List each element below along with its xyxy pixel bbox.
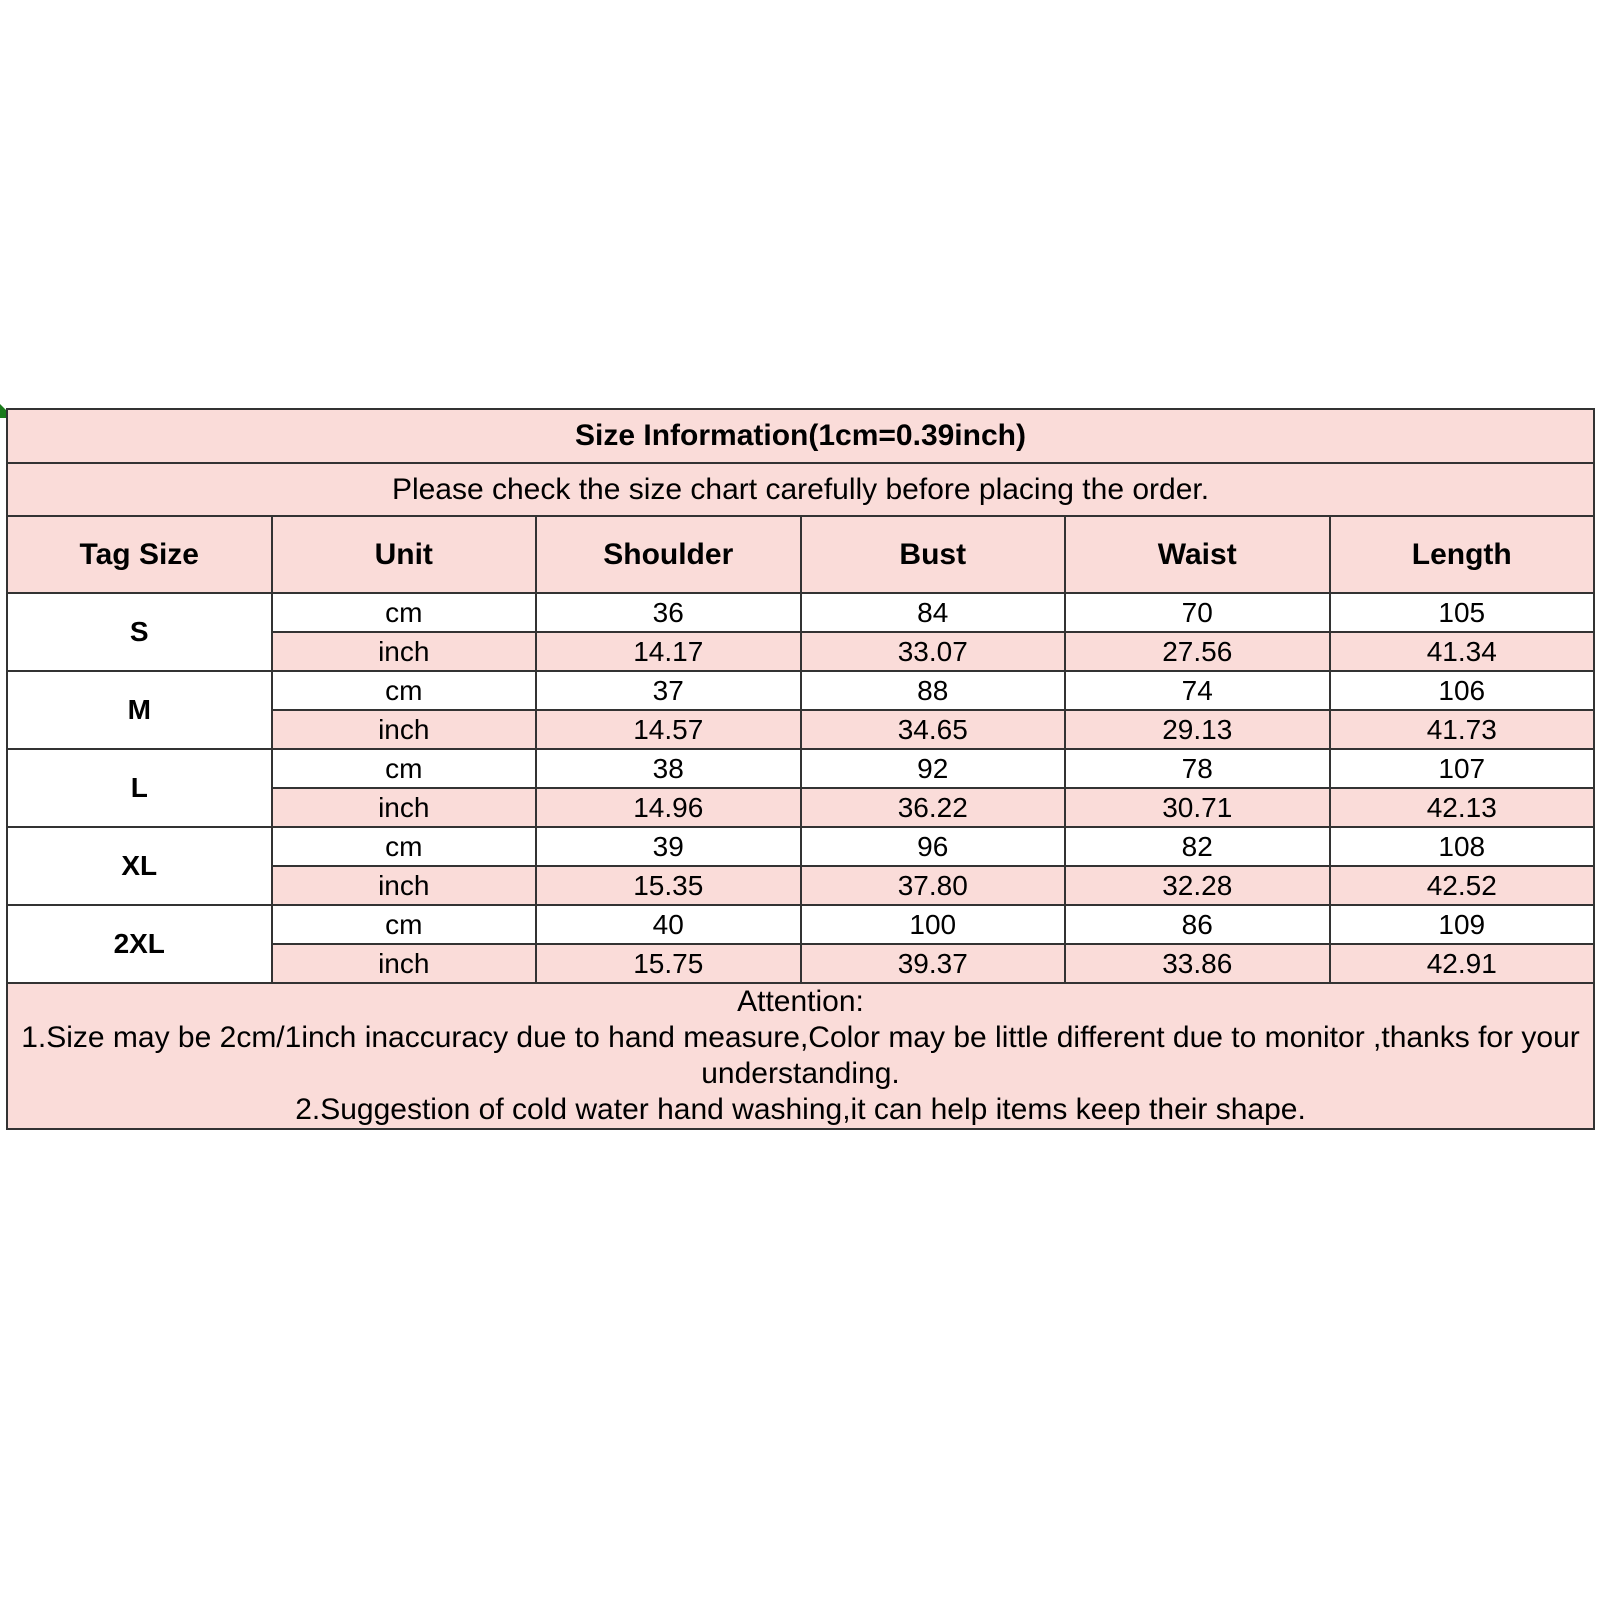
attention-box bbox=[7, 983, 1594, 1129]
measurement-cell: 88 bbox=[801, 671, 1066, 710]
measurement-cell: 32.28 bbox=[1065, 866, 1330, 905]
measurement-cell: 15.35 bbox=[536, 866, 801, 905]
measurement-cell: 42.52 bbox=[1330, 866, 1595, 905]
measurement-cell: 100 bbox=[801, 905, 1066, 944]
unit-cell: cm bbox=[272, 593, 537, 632]
measurement-cell: 36 bbox=[536, 593, 801, 632]
tag-size-cell: S bbox=[7, 593, 272, 671]
size-table bbox=[6, 408, 1595, 1130]
measurement-cell: 82 bbox=[1065, 827, 1330, 866]
column-header: Tag Size bbox=[7, 516, 272, 593]
column-header: Bust bbox=[801, 516, 1066, 593]
attention-lines bbox=[8, 1020, 1593, 1128]
subtitle-row bbox=[7, 463, 1594, 516]
size-chart bbox=[6, 408, 1595, 1130]
measurement-cell: 36.22 bbox=[801, 788, 1066, 827]
measurement-cell: 37 bbox=[536, 671, 801, 710]
measurement-cell: 30.71 bbox=[1065, 788, 1330, 827]
measurement-cell: 14.96 bbox=[536, 788, 801, 827]
tag-size-cell: L bbox=[7, 749, 272, 827]
measurement-cell: 108 bbox=[1330, 827, 1595, 866]
measurement-cell: 96 bbox=[801, 827, 1066, 866]
attention-row bbox=[7, 983, 1594, 1129]
measurement-cell: 14.57 bbox=[536, 710, 801, 749]
table-row bbox=[7, 905, 1594, 944]
measurement-cell: 33.86 bbox=[1065, 944, 1330, 983]
measurement-cell: 84 bbox=[801, 593, 1066, 632]
measurement-cell: 41.73 bbox=[1330, 710, 1595, 749]
measurement-cell: 92 bbox=[801, 749, 1066, 788]
measurement-cell: 33.07 bbox=[801, 632, 1066, 671]
unit-cell: inch bbox=[272, 710, 537, 749]
measurement-cell: 86 bbox=[1065, 905, 1330, 944]
size-rows bbox=[7, 593, 1594, 983]
measurement-cell: 27.56 bbox=[1065, 632, 1330, 671]
page-title: Size Information(1cm=0.39inch) bbox=[7, 409, 1594, 463]
measurement-cell: 109 bbox=[1330, 905, 1595, 944]
unit-cell: cm bbox=[272, 827, 537, 866]
measurement-cell: 106 bbox=[1330, 671, 1595, 710]
table-row bbox=[7, 749, 1594, 788]
unit-cell: inch bbox=[272, 788, 537, 827]
measurement-cell: 15.75 bbox=[536, 944, 801, 983]
measurement-cell: 40 bbox=[536, 905, 801, 944]
table-row bbox=[7, 593, 1594, 632]
attention-heading: Attention: bbox=[737, 985, 864, 1018]
column-header: Waist bbox=[1065, 516, 1330, 593]
column-header: Length bbox=[1330, 516, 1595, 593]
unit-cell: cm bbox=[272, 671, 537, 710]
column-header: Unit bbox=[272, 516, 537, 593]
tag-size-cell: XL bbox=[7, 827, 272, 905]
measurement-cell: 70 bbox=[1065, 593, 1330, 632]
measurement-cell: 38 bbox=[536, 749, 801, 788]
measurement-cell: 29.13 bbox=[1065, 710, 1330, 749]
column-header: Shoulder bbox=[536, 516, 801, 593]
measurement-cell: 34.65 bbox=[801, 710, 1066, 749]
measurement-cell: 41.34 bbox=[1330, 632, 1595, 671]
measurement-cell: 42.13 bbox=[1330, 788, 1595, 827]
header-row bbox=[7, 516, 1594, 593]
measurement-cell: 42.91 bbox=[1330, 944, 1595, 983]
title-row bbox=[7, 409, 1594, 463]
attention-line: 2.Suggestion of cold water hand washing,it can help items keep their shape. bbox=[295, 1093, 1306, 1126]
measurement-cell: 74 bbox=[1065, 671, 1330, 710]
measurement-cell: 105 bbox=[1330, 593, 1595, 632]
measurement-cell: 39.37 bbox=[801, 944, 1066, 983]
unit-cell: cm bbox=[272, 905, 537, 944]
subtitle-text: Please check the size chart carefully before placing the order. bbox=[7, 463, 1594, 516]
table-row bbox=[7, 827, 1594, 866]
unit-cell: cm bbox=[272, 749, 537, 788]
unit-cell: inch bbox=[272, 866, 537, 905]
measurement-cell: 107 bbox=[1330, 749, 1595, 788]
tag-size-cell: 2XL bbox=[7, 905, 272, 983]
measurement-cell: 78 bbox=[1065, 749, 1330, 788]
unit-cell: inch bbox=[272, 632, 537, 671]
attention-line: 1.Size may be 2cm/1inch inaccuracy due to hand measure,Color may be little different due to monitor ,thanks for your understanding. bbox=[21, 1021, 1580, 1090]
tag-size-cell: M bbox=[7, 671, 272, 749]
measurement-cell: 39 bbox=[536, 827, 801, 866]
unit-cell: inch bbox=[272, 944, 537, 983]
measurement-cell: 14.17 bbox=[536, 632, 801, 671]
measurement-cell: 37.80 bbox=[801, 866, 1066, 905]
table-row bbox=[7, 671, 1594, 710]
